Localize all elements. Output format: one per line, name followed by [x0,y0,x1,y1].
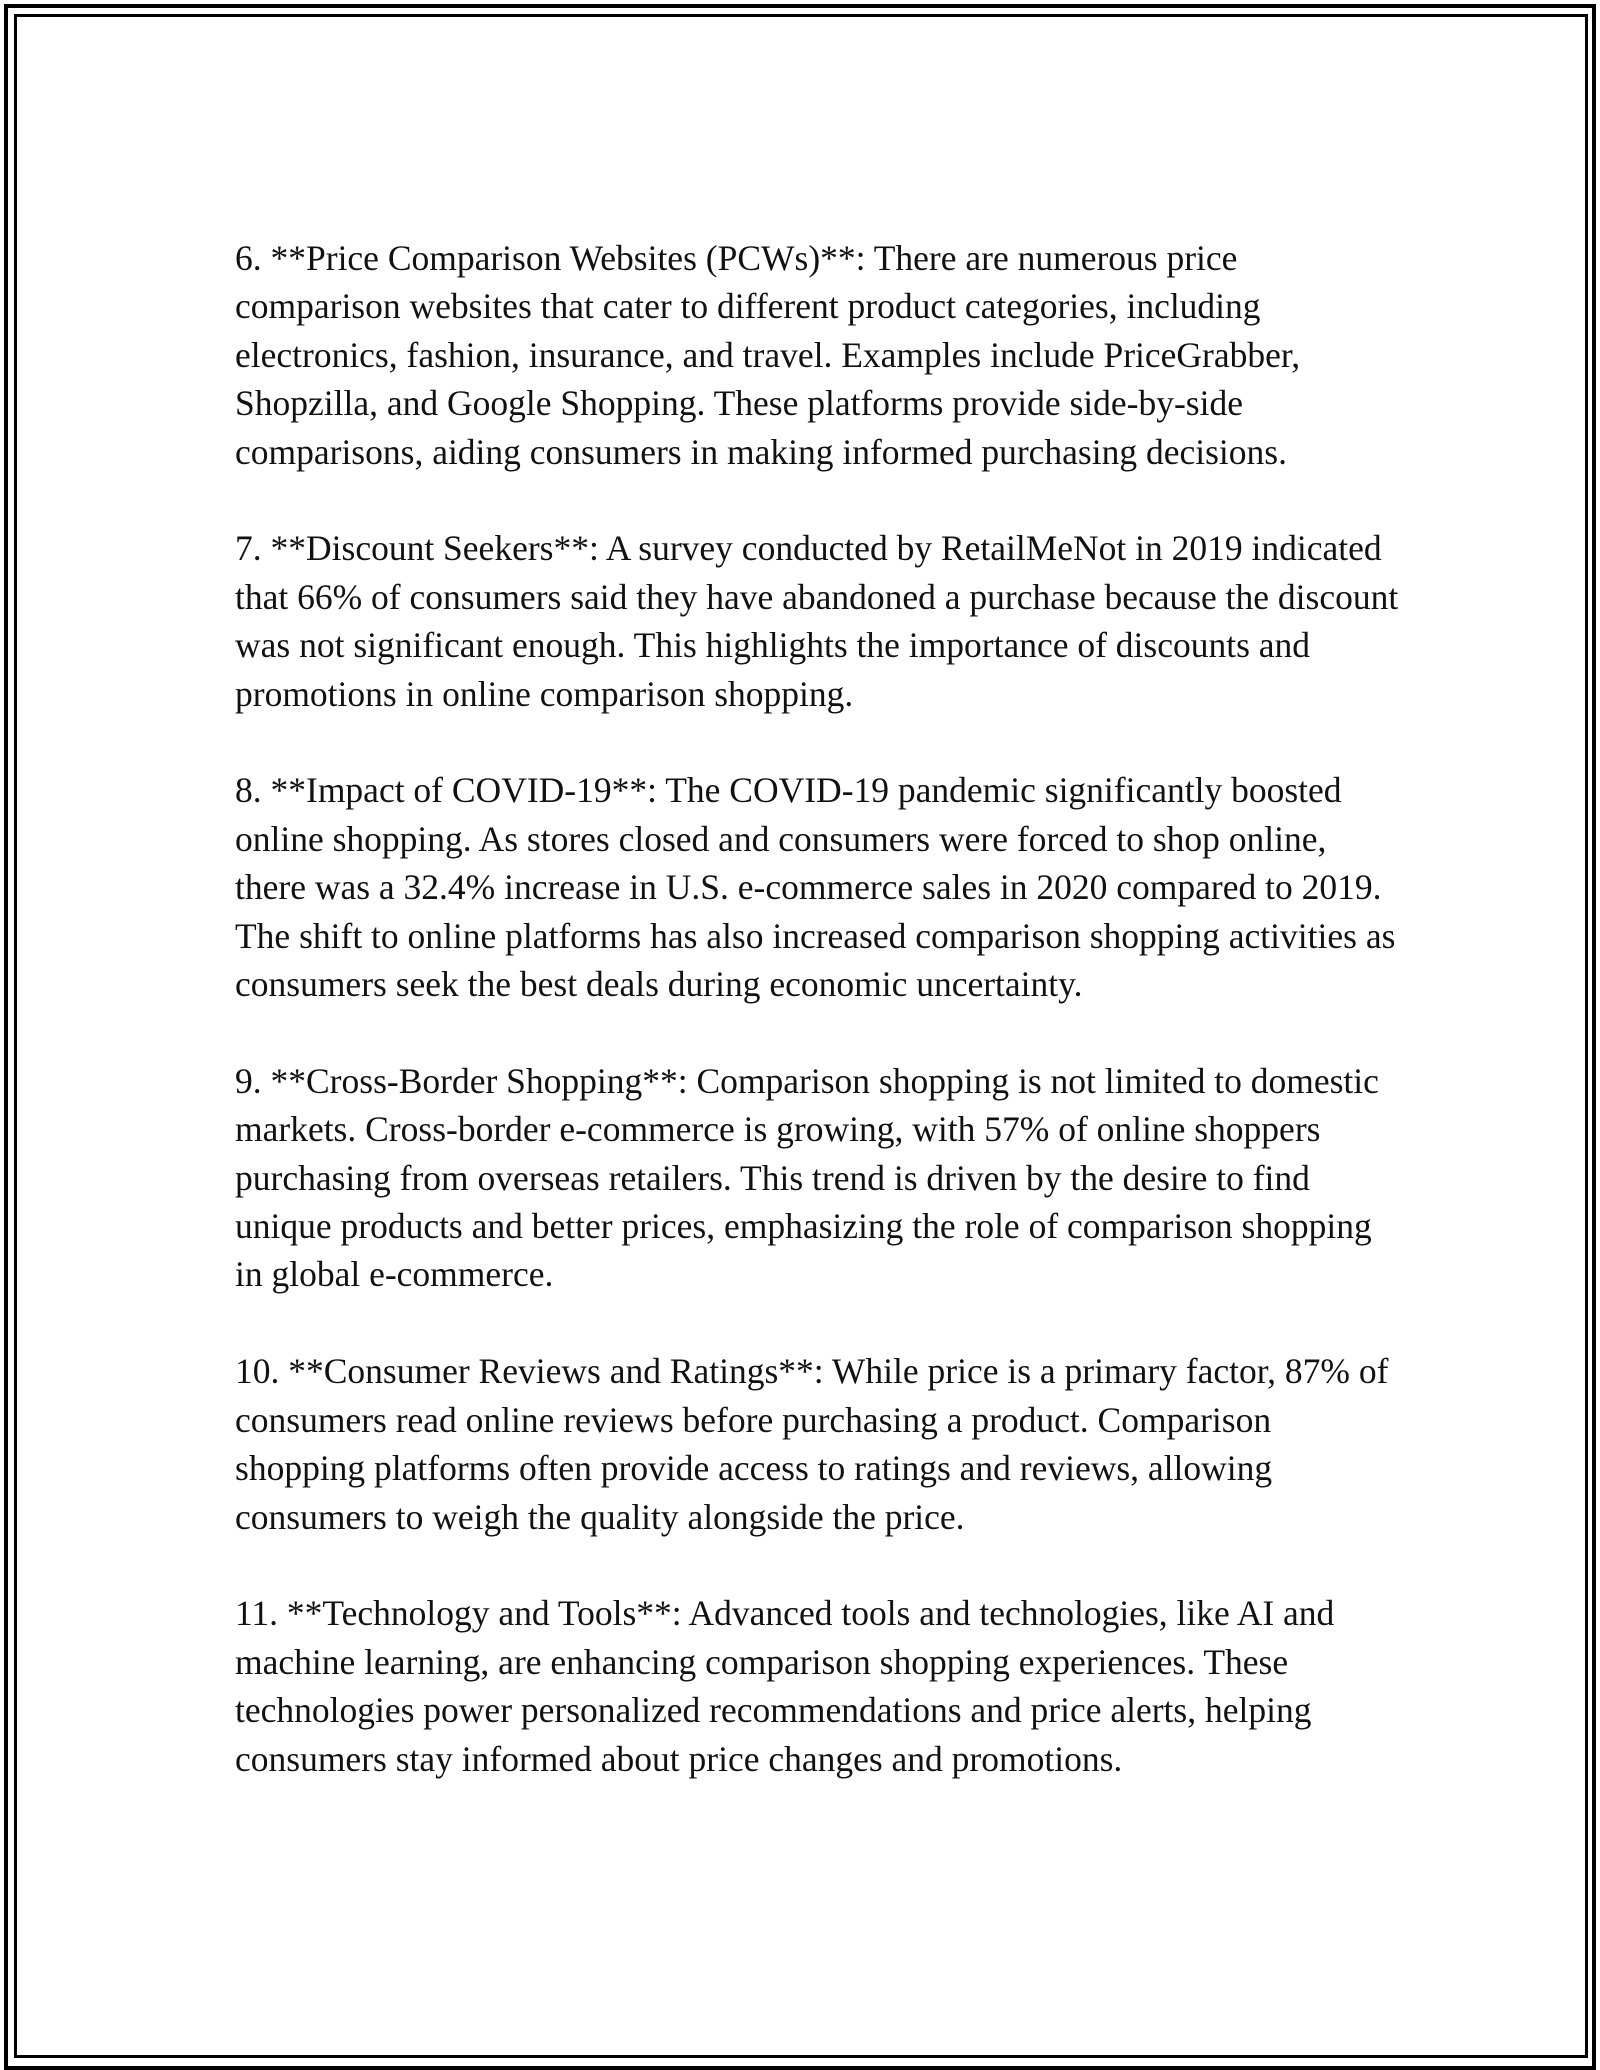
paragraph-discount-seekers: 7. **Discount Seekers**: A survey conducted by RetailMeNot in 2019 indicated that 66% of consumers said they have abandoned a purchase because the discount was not significant enough. This highlights the importance of discounts and promotions in online comparison shopping. [235,528,1399,714]
paragraph-price-comparison-websites: 6. **Price Comparison Websites (PCWs)**: There are numerous price comparison websites that cater to different product categories, including electronics, fashion, insurance, and travel. Examples include PriceGrabber, Shopzilla, and Google Shopping. These platforms provide side-by-side comparisons, aiding consumers in making informed purchasing decisions. [235,238,1301,472]
paragraph-consumer-reviews-and-ratings: 10. **Consumer Reviews and Ratings**: While price is a primary factor, 87% of consumers read online reviews before purchasing a product. Comparison shopping platforms often provide access to ratings and reviews, allowing consumers to weigh the quality alongside the price. [235,1351,1389,1537]
paragraph-impact-of-covid-19: 8. **Impact of COVID-19**: The COVID-19 pandemic significantly boosted online shopping. As stores closed and consumers were forced to shop online, there was a 32.4% increase in U.S. e-commerce sales in 2020 compared to 2019. The shift to online platforms has also increased comparison shopping activities as consumers seek the best deals during economic uncertainty. [235,770,1396,1005]
paragraph-technology-and-tools: 11. **Technology and Tools**: Advanced tools and technologies, like AI and machine learning, are enhancing comparison shopping experiences. These technologies power personalized recommendations and price alerts, helping consumers stay informed about price changes and promotions. [235,1593,1335,1779]
document-body [235,234,1405,1783]
paragraph-cross-border-shopping: 9. **Cross-Border Shopping**: Comparison shopping is not limited to domestic markets. Cross-border e-commerce is growing, with 57% of online shoppers purchasing from overseas retailers. This trend is driven by the desire to find unique products and better prices, emphasizing the role of comparison shopping in global e-commerce. [235,1060,1379,1295]
